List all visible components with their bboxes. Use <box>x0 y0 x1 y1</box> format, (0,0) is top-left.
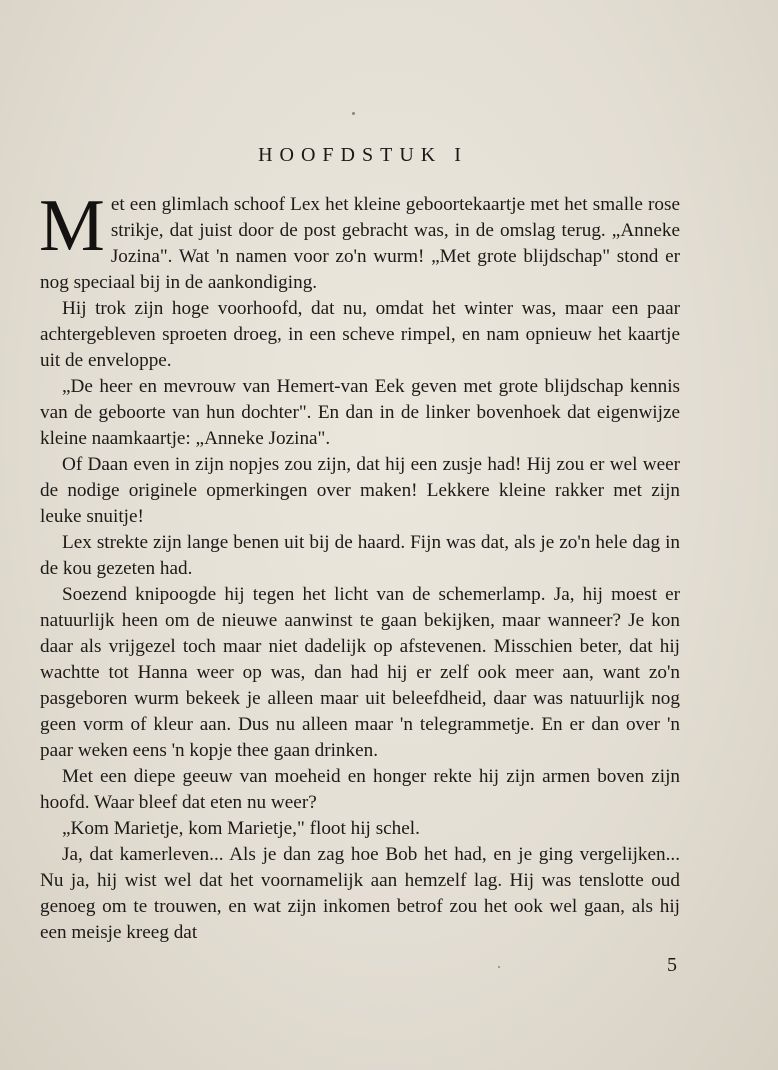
chapter-title: HOOFDSTUK I <box>258 144 468 166</box>
drop-cap: M <box>39 185 105 267</box>
paragraph-1-text: et een glimlach schoof Lex het kleine geboortekaartje met het smalle rose strikje, dat juist door de post gebracht was, in de omslag terug. „Anneke Jozina". Wat 'n namen voor zo'n wurm! „Met grote blijdschap" stond er nog speciaal bij in de aankondiging. <box>40 194 680 293</box>
paragraph-3: „De heer en mevrouw van Hemert-van Eek geven met grote blijdschap kennis van de geboorte van hun dochter". En dan in de linker bovenhoek dat eigenwijze kleine naamkaartje: „Anneke Jozina". <box>40 376 680 449</box>
paper-speck <box>352 112 355 115</box>
paragraph-1 <box>39 185 680 296</box>
paragraph-9: Ja, dat kamerleven... Als je dan zag hoe Bob het had, en je ging vergelijken... Nu ja, hij wist wel dat het voornamelijk aan hemzelf lag. Hij was tenslotte oud genoeg om te trouwen, en wat zijn inkomen betrof zou het ook wel gaan, als hij een meisje kreeg dat <box>40 844 680 943</box>
paper-speck <box>498 966 500 968</box>
paragraph-6: Soezend knipoogde hij tegen het licht van de schemerlamp. Ja, hij moest er natuurlijk heen om de nieuwe aanwinst te gaan bekijken, maar wanneer? Je kon daar als vrijgezel toch maar niet dadelijk op afstevenen. Misschien beter, dat hij wachtte tot Hanna weer op was, dan had hij er zelf ook meer aan, want zo'n pasgeboren wurm bekeek je alleen maar uit beleefdheid, daar was natuurlijk nog geen vorm of kleur aan. Dus nu alleen maar 'n telegrammetje. En er dan over 'n paar weken eens 'n kopje thee gaan drinken. <box>40 584 680 761</box>
paragraph-7: Met een diepe geeuw van moeheid en honger rekte hij zijn armen boven zijn hoofd. Waar bleef dat eten nu weer? <box>40 766 680 813</box>
paragraph-8: „Kom Marietje, kom Marietje," floot hij schel. <box>62 818 420 839</box>
paragraph-4: Of Daan even in zijn nopjes zou zijn, dat hij een zusje had! Hij zou er wel weer de nodige originele opmerkingen over maken! Lekkere kleine rakker met zijn leuke snuitje! <box>40 454 680 527</box>
paragraph-2: Hij trok zijn hoge voorhoofd, dat nu, omdat het winter was, maar een paar achtergebleven sproeten droeg, in een scheve rimpel, en nam opnieuw het kaartje uit de enveloppe. <box>40 298 680 371</box>
paragraph-5: Lex strekte zijn lange benen uit bij de haard. Fijn was dat, als je zo'n hele dag in de kou gezeten had. <box>40 532 680 579</box>
page-number: 5 <box>667 954 677 976</box>
body-text <box>39 185 680 946</box>
